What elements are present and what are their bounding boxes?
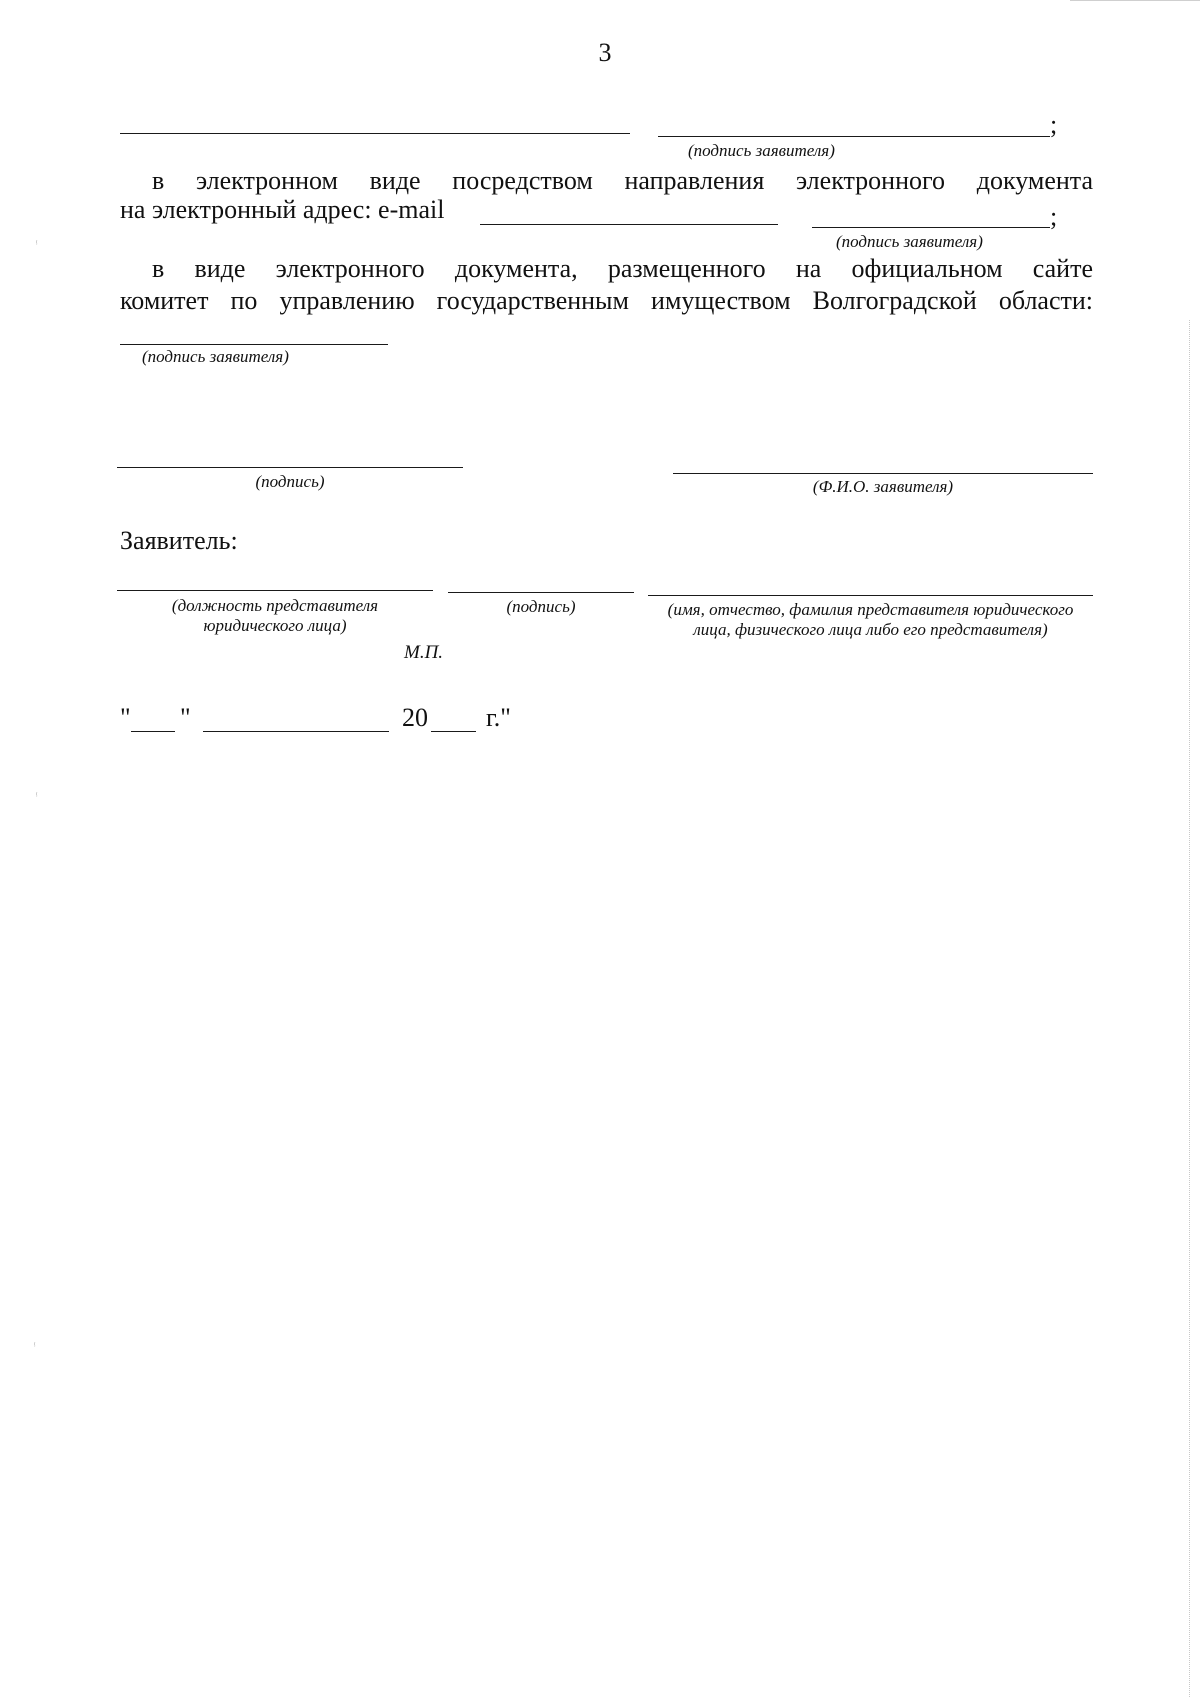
- email-label: на электронный адрес: e-mail: [120, 195, 445, 224]
- signature-caption: (подпись заявителя): [142, 347, 289, 366]
- signature-blank-line: [117, 467, 463, 468]
- representative-name-blank-line: [648, 595, 1093, 596]
- email-option-text: в электронном виде посредством направления электронного документа: [152, 166, 1093, 195]
- day-blank-line: [131, 731, 175, 732]
- date-open-quote: ": [120, 703, 131, 732]
- scan-speck: ᵎ: [36, 238, 38, 249]
- signature-caption: (подпись заявителя): [836, 232, 983, 251]
- stamp-place: М.П.: [404, 642, 444, 663]
- signature-caption: (подпись): [506, 597, 576, 616]
- signature-blank-line: [448, 592, 634, 593]
- month-blank-line: [203, 731, 389, 732]
- fullname-blank-line: [673, 473, 1093, 474]
- scan-speck: ᵎ: [34, 1340, 36, 1351]
- year-prefix: 20: [402, 703, 428, 732]
- address-blank-line: [120, 133, 630, 134]
- scan-speck: ᵎ: [36, 790, 38, 801]
- scan-edge-top: [1070, 0, 1200, 2]
- signature-blank-line: [120, 344, 388, 345]
- year-suffix: г.": [486, 703, 511, 732]
- website-option-text-line1: в виде электронного документа, размещенного на официальном сайте: [152, 254, 1093, 283]
- semicolon: ;: [1050, 110, 1058, 139]
- representative-name-caption: (имя, отчество, фамилия представителя юридического лица, физического лица либо его представителя): [667, 600, 1074, 639]
- applicant-heading: Заявитель:: [120, 526, 238, 555]
- website-option-text-line2: комитет по управлению государственным имуществом Волгоградской области:: [120, 286, 1093, 315]
- fullname-caption: (Ф.И.О. заявителя): [812, 477, 954, 496]
- position-blank-line: [117, 590, 433, 591]
- position-caption: (должность представителя юридического лица): [171, 596, 379, 635]
- signature-caption: (подпись заявителя): [688, 141, 835, 160]
- signature-blank-line: [812, 227, 1050, 228]
- year-blank-line: [431, 731, 476, 732]
- semicolon: ;: [1050, 202, 1058, 231]
- signature-blank-line: [658, 136, 1050, 137]
- signature-caption: (подпись): [255, 472, 325, 491]
- scan-edge-right: [1189, 320, 1200, 1697]
- date-close-quote: ": [180, 703, 191, 732]
- email-blank-line: [480, 224, 778, 225]
- page-number: 3: [598, 38, 612, 67]
